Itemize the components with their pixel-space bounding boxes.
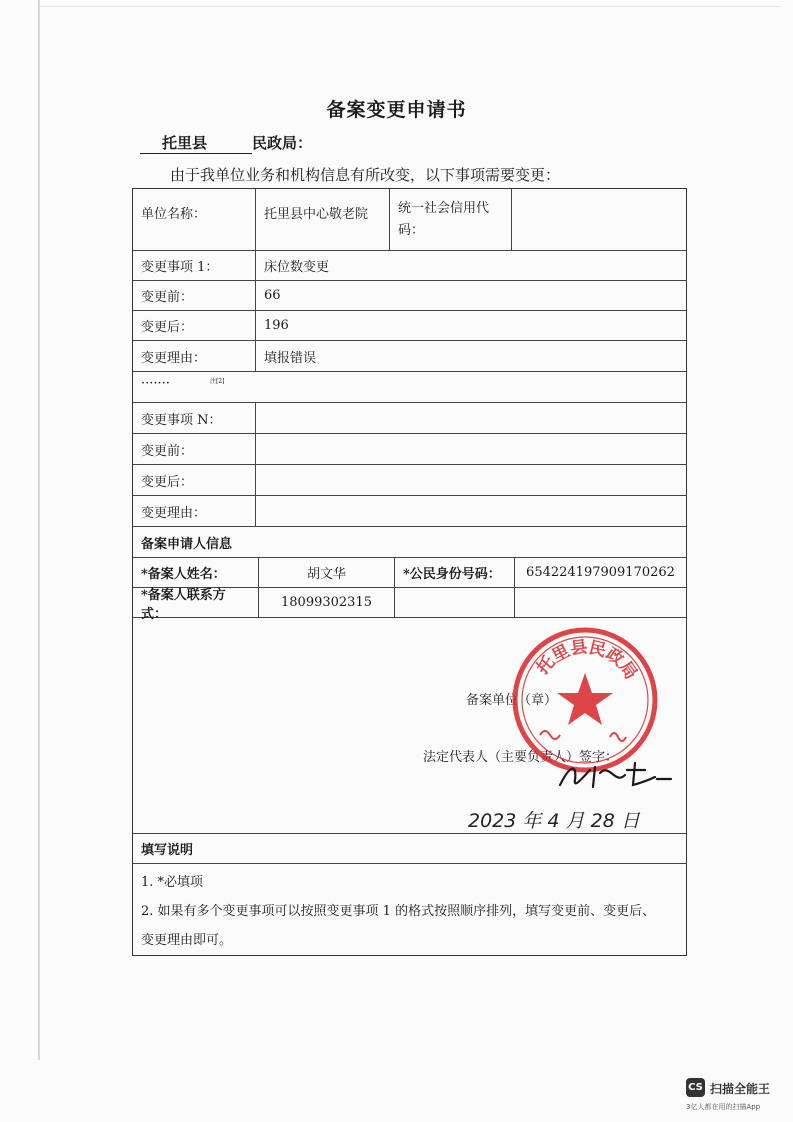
- changeN-before-row: [133, 434, 686, 465]
- intro-text: 由于我单位业务和机构信息有所改变，以下事项需要变更：: [170, 166, 561, 184]
- credit-code-label-2: 码：: [398, 222, 425, 238]
- scanner-app-name: 扫描全能王: [710, 1082, 771, 1096]
- instruction-item-2-line-2: 变更理由即可。: [141, 933, 233, 948]
- camscanner-logo-icon: CS: [686, 1078, 705, 1097]
- credit-code-value: [512, 189, 686, 250]
- handwritten-signature: [555, 755, 675, 795]
- change1-item-row: [133, 251, 686, 281]
- change1-before-value: 66: [264, 288, 281, 303]
- unit-name-label: 单位名称：: [133, 189, 256, 250]
- ellipsis-cell: [133, 372, 686, 402]
- ellipsis-note: 注[2]: [209, 378, 225, 385]
- applicant-section-title: 备案申请人信息: [141, 536, 233, 552]
- document-title: 备案变更申请书: [326, 99, 467, 121]
- changeN-item-label: 变更事项 N：: [133, 403, 256, 433]
- addressee: [140, 132, 312, 154]
- seal-note: （章）: [518, 693, 558, 708]
- unit-name-value: 托里县中心敬老院: [256, 189, 390, 250]
- changeN-after-row: [133, 465, 686, 496]
- applicant-contact-label: *备案人联系方式：: [133, 588, 259, 617]
- applicant-id-value: 654224197909170262: [526, 565, 675, 580]
- instruction-item-1: 1. *必填项: [141, 875, 204, 890]
- representative-label: 法定代表人（主要负责人）签字：: [423, 750, 619, 765]
- changeN-item-row: [133, 403, 686, 434]
- addressee-suffix: 民政局：: [252, 134, 313, 152]
- change1-after-value: 196: [264, 318, 289, 333]
- scanner-tagline: 3亿人都在用的扫描App: [686, 1103, 761, 1111]
- seal-text: 托里县民政局: [533, 637, 641, 684]
- applicant-empty-cell-2: [515, 588, 686, 617]
- changeN-after-label: 变更后：: [133, 465, 256, 495]
- instructions-title: 填写说明: [141, 843, 194, 858]
- filing-unit-label: 备案单位: [466, 693, 519, 708]
- change1-after-row: [133, 311, 686, 341]
- applicant-name-label: *备案人姓名：: [133, 558, 259, 587]
- change1-item-label: 变更事项 1：: [133, 251, 256, 280]
- ellipsis-dots: ·······: [141, 376, 170, 391]
- handwritten-date: 2023 年 4 月 28 日: [468, 810, 640, 832]
- applicant-contact-value: 18099302315: [259, 588, 395, 617]
- change1-item-value: 床位数变更: [264, 260, 330, 275]
- addressee-county: 托里县: [140, 132, 252, 154]
- instructions-body-row: [133, 864, 686, 955]
- official-seal-stamp: [510, 625, 660, 775]
- change1-before-label: 变更前：: [133, 281, 256, 310]
- changeN-after-value: [256, 465, 686, 495]
- ellipsis-row: [133, 372, 686, 403]
- unit-row: [133, 189, 686, 251]
- applicant-empty-cell-1: [395, 588, 515, 617]
- scan-edge-top: [40, 6, 780, 7]
- change1-before-row: [133, 281, 686, 311]
- changeN-before-value: [256, 434, 686, 464]
- changeN-reason-label: 变更理由：: [133, 496, 256, 526]
- credit-code-label-1: 统一社会信用代: [398, 200, 490, 216]
- applicant-id-label: *公民身份号码：: [395, 558, 515, 587]
- change1-reason-label: 变更理由：: [133, 341, 256, 371]
- seal-star-icon: [557, 673, 613, 725]
- scanner-watermark: [686, 1078, 786, 1118]
- changeN-reason-row: [133, 496, 686, 527]
- changeN-item-value: [256, 403, 686, 433]
- credit-code-label: [390, 189, 512, 250]
- instructions-title-row: [133, 834, 686, 864]
- changeN-before-label: 变更前：: [133, 434, 256, 464]
- change1-reason-row: [133, 341, 686, 372]
- applicant-contact-row: [133, 587, 686, 622]
- scan-edge-line: [38, 0, 40, 1060]
- change-form-table: [132, 188, 687, 956]
- changeN-reason-value: [256, 496, 686, 526]
- change1-after-label: 变更后：: [133, 311, 256, 340]
- change1-reason-value: 填报错误: [264, 350, 317, 366]
- instructions-body: [133, 864, 663, 955]
- instruction-item-2-line-1: 2. 如果有多个变更事项可以按照变更事项 1 的格式按照顺序排列，填写变更前、变更后、: [141, 904, 656, 919]
- applicant-name-value: 胡文华: [259, 558, 395, 587]
- applicant-section-row: [133, 527, 686, 558]
